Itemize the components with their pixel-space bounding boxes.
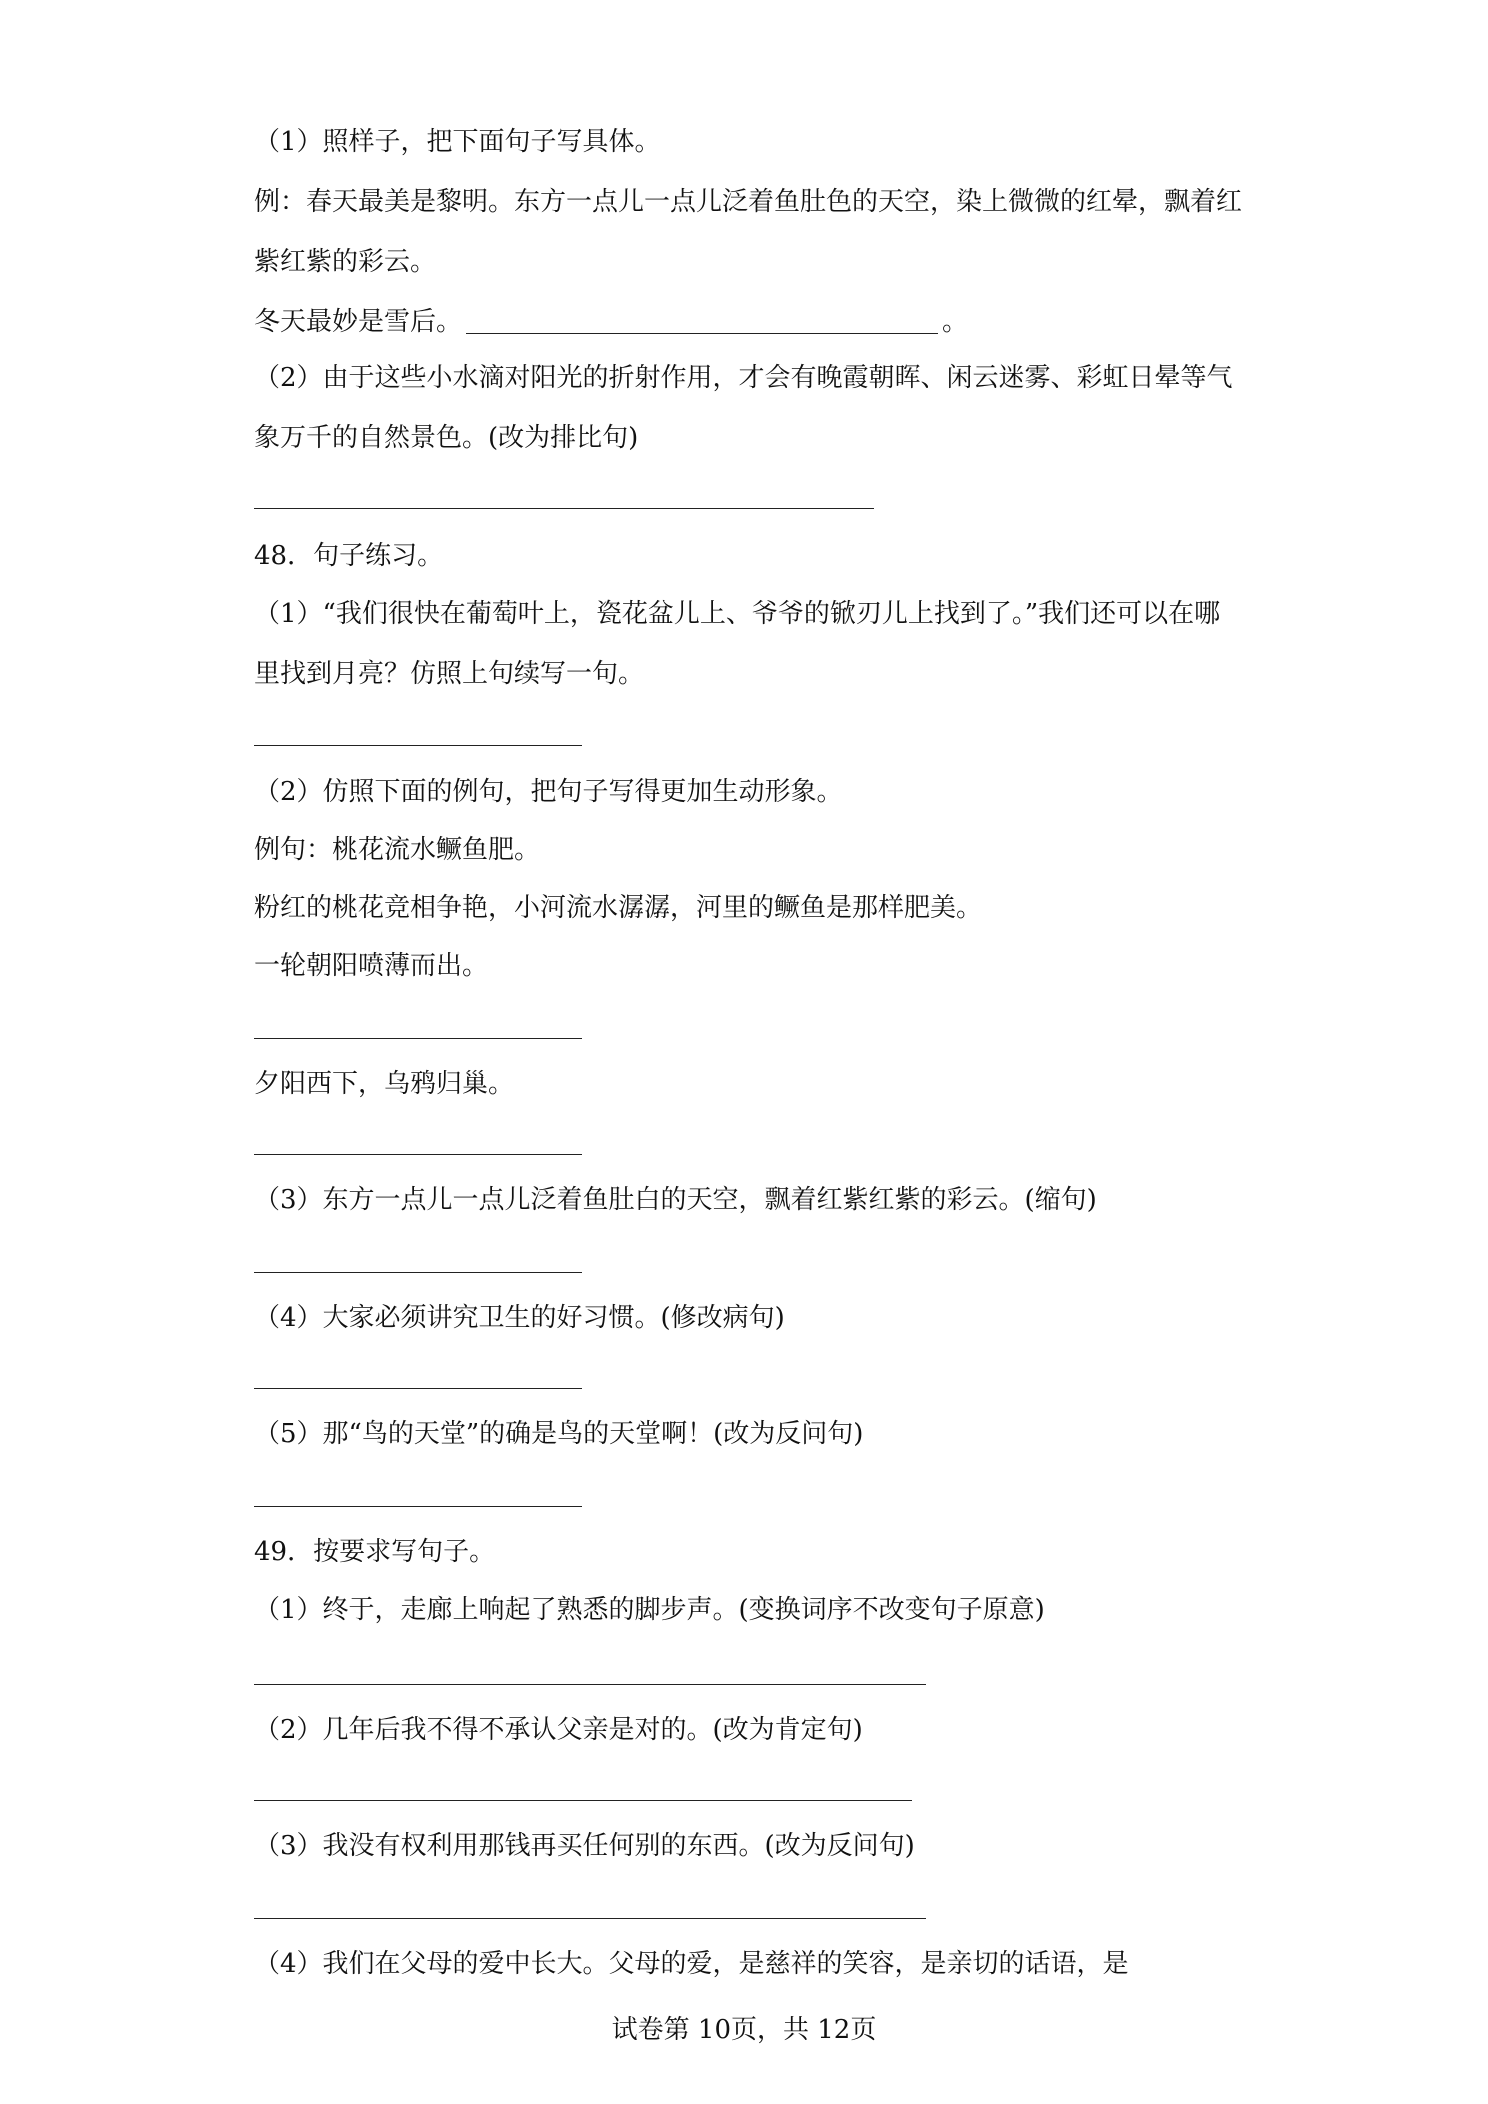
- q48-p2-task2: 夕阳西下，乌鸦归巢。: [254, 1069, 515, 1099]
- q48-p4: （4）大家必须讲究卫生的好习惯。(修改病句): [254, 1303, 785, 1333]
- q48-title: 48．句子练习。: [254, 541, 444, 571]
- q47-part2-line1: （2）由于这些小水滴对阳光的折射作用，才会有晚霞朝晖、闲云迷雾、彩虹日晕等气: [254, 363, 1233, 393]
- answer-line[interactable]: [254, 508, 874, 509]
- answer-line[interactable]: [254, 1154, 582, 1155]
- page-footer: 试卷第 10页，共 12页: [611, 2015, 877, 2045]
- q48-p1-line1: （1）“我们很快在葡萄叶上，瓷花盆儿上、爷爷的锨刃儿上找到了。”我们还可以在哪: [254, 599, 1221, 629]
- q49-p1: （1）终于，走廊上响起了熟悉的脚步声。(变换词序不改变句子原意): [254, 1595, 1045, 1625]
- answer-line[interactable]: [254, 1684, 926, 1685]
- q49-p2: （2）几年后我不得不承认父亲是对的。(改为肯定句): [254, 1715, 863, 1745]
- q48-p1-line2: 里找到月亮？仿照上句续写一句。: [254, 659, 645, 689]
- answer-line[interactable]: [254, 1038, 582, 1039]
- answer-line[interactable]: [254, 1800, 912, 1801]
- q47-part2-line2: 象万千的自然景色。(改为排比句): [254, 423, 639, 453]
- answer-blank[interactable]: [466, 333, 938, 334]
- answer-line[interactable]: [254, 1388, 582, 1389]
- q48-p2-task1: 一轮朝阳喷薄而出。: [254, 951, 489, 981]
- answer-line[interactable]: [254, 1506, 582, 1507]
- q47-task-suffix: 。: [942, 307, 969, 337]
- q47-example-line2: 紫红紫的彩云。: [254, 247, 437, 277]
- answer-line[interactable]: [254, 745, 582, 746]
- q48-p5: （5）那“鸟的天堂”的确是鸟的天堂啊！(改为反问句): [254, 1419, 864, 1449]
- q47-part1-label: （1）照样子，把下面句子写具体。: [254, 127, 661, 157]
- q47-task-prefix: 冬天最妙是雪后。: [254, 307, 463, 337]
- q48-p2-expanded: 粉红的桃花竞相争艳，小河流水潺潺，河里的鳜鱼是那样肥美。: [254, 893, 983, 923]
- q47-task-line: [254, 304, 968, 340]
- q47-example-line1: 例：春天最美是黎明。东方一点儿一点儿泛着鱼肚色的天空，染上微微的红晕，飘着红: [254, 187, 1243, 217]
- answer-line[interactable]: [254, 1272, 582, 1273]
- q49-p3: （3）我没有权利用那钱再买任何别的东西。(改为反问句): [254, 1831, 915, 1861]
- q49-p4: （4）我们在父母的爱中长大。父母的爱，是慈祥的笑容，是亲切的话语，是: [254, 1949, 1129, 1979]
- q49-title: 49．按要求写句子。: [254, 1537, 496, 1567]
- answer-line[interactable]: [254, 1918, 926, 1919]
- q48-p2-label: （2）仿照下面的例句，把句子写得更加生动形象。: [254, 777, 843, 807]
- q48-p3: （3）东方一点儿一点儿泛着鱼肚白的天空，飘着红紫红紫的彩云。(缩句): [254, 1185, 1097, 1215]
- q48-p2-example: 例句：桃花流水鳜鱼肥。: [254, 835, 541, 865]
